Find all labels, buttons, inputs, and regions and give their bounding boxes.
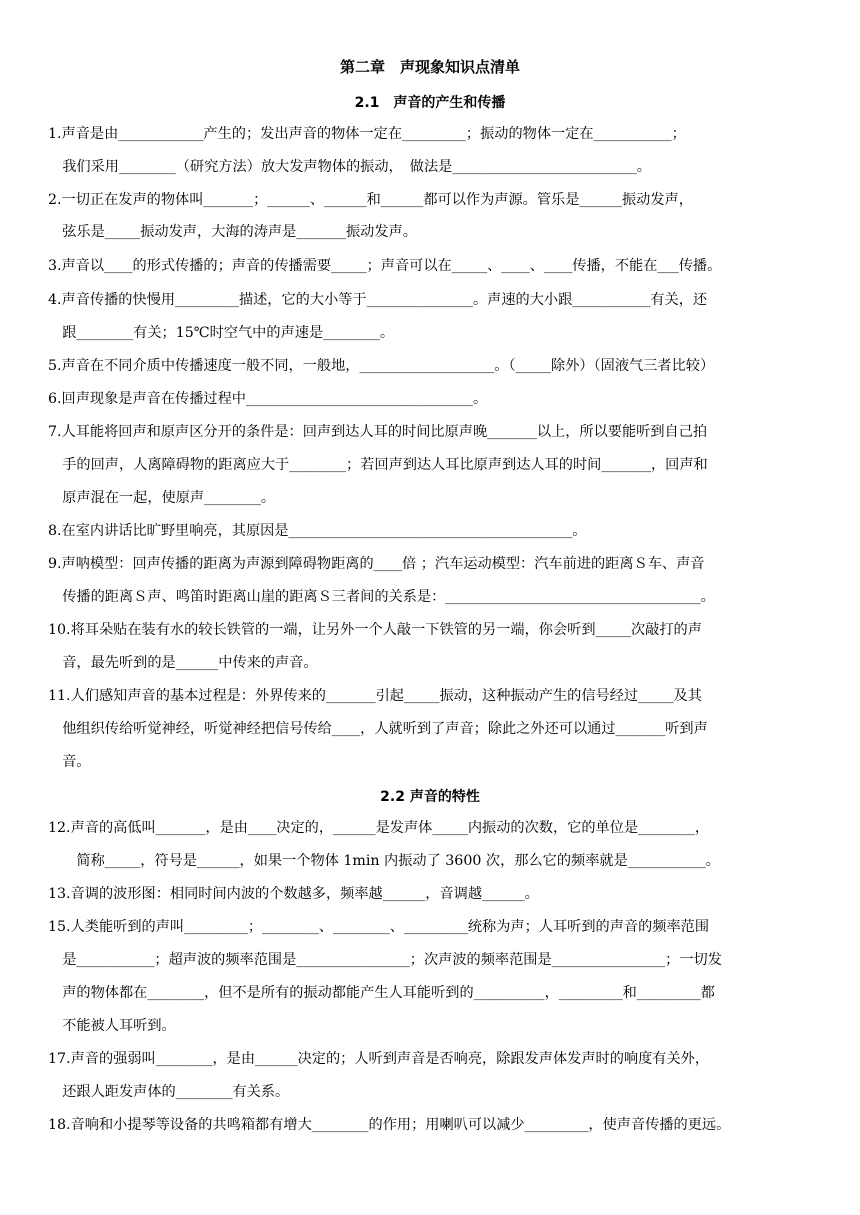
question-line: 还跟人距发声体的________有关系。 (48, 1084, 290, 1100)
question-line: 6.回声现象是声音在传播过程中________________________________。 (48, 391, 488, 407)
question-line: 不能被人耳听到。 (48, 1018, 176, 1034)
question-line: 1.声音是由____________产生的；发出声音的物体一定在_________；振动的物体一定在___________； (48, 126, 686, 142)
question-line: 弦乐是_____振动发声，大海的涛声是_______振动发声。 (48, 224, 417, 240)
question-line: 5.声音在不同介质中传播速度一般不同，一般地，___________________。（_____除外）（固液气三者比较） (48, 358, 715, 374)
question-line: 音，最先听到的是______中传来的声音。 (48, 655, 318, 671)
question-line: 简称_____，符号是______，如果一个物体 1min 内振动了 3600 次，那么它的频率就是___________。 (48, 853, 720, 869)
question-line: 12.声音的高低叫_______，是由____决定的，______是发声体_____内振动的次数，它的单位是________， (48, 820, 710, 836)
question-line: 音。 (48, 754, 91, 770)
question-line: 18.音响和小提琴等设备的共鸣箱都有增大________的作用；用喇叭可以减少_________，使声音传播的更远。 (48, 1117, 731, 1133)
question-line: 8.在室内讲话比旷野里响亮，其原因是________________________________________。 (48, 523, 587, 539)
question-line: 17.声音的强弱叫________，是由______决定的；人听到声音是否响亮，除跟发声体发声时的响度有关外， (48, 1051, 710, 1067)
question-line: 跟________有关；15℃时空气中的声速是________。 (48, 325, 395, 341)
question-line: 15.人类能听到的声叫_________；________、________、_________统称为声；人耳听到的声音的频率范围 (48, 919, 710, 935)
question-line: 他组织传给听觉神经，听觉神经把信号传给____，人就听到了声音；除此之外还可以通过_______听到声 (48, 721, 708, 737)
chapter-title: 第二章 声现象知识点清单 (339, 58, 520, 76)
question-line: 13.音调的波形图：相同时间内波的个数越多，频率越______，音调越______。 (48, 886, 539, 902)
question-line: 10.将耳朵贴在装有水的较长铁管的一端，让另外一个人敲一下铁管的另一端，你会听到_____次敲打的声 (48, 622, 702, 638)
section-title-2-1: 2.1 声音的产生和传播 (354, 95, 506, 111)
question-line: 我们采用________（研究方法）放大发声物体的振动， 做法是__________________________。 (48, 159, 651, 175)
question-line: 4.声音传播的快慢用_________描述，它的大小等于_______________。声速的大小跟___________有关，还 (48, 292, 708, 308)
question-line: 原声混在一起，使原声________。 (48, 490, 276, 506)
question-line: 声的物体都在________，但不是所有的振动都能产生人耳能听到的__________，_________和_________都 (48, 985, 715, 1001)
question-line: 手的回声，人离障碍物的距离应大于________；若回声到达人耳比原声到达人耳的时间_______，回声和 (48, 457, 708, 473)
section-title-2-2: 2.2 声音的特性 (380, 789, 480, 805)
question-line: 11.人们感知声音的基本过程是：外界传来的_______引起_____振动，这种振动产生的信号经过_____及其 (48, 688, 702, 704)
question-line: 9.声呐模型：回声传播的距离为声源到障碍物距离的____倍 ；汽车运动模型：汽车前进的距离Ｓ车、声音 (48, 556, 705, 572)
question-line: 2.一切正在发声的物体叫_______；______、______和______都可以作为声源。管乐是______振动发声， (48, 192, 693, 208)
question-line: 7.人耳能将回声和原声区分开的条件是：回声到达人耳的时间比原声晚_______以上，所以要能听到自己拍 (48, 424, 708, 440)
question-line: 传播的距离Ｓ声、鸣笛时距离山崖的距离Ｓ三者间的关系是：____________________________________。 (48, 589, 715, 605)
question-line: 3.声音以____的形式传播的；声音的传播需要_____；声音可以在_____、____、____传播，不能在___传播。 (48, 258, 722, 274)
question-line: 是___________；超声波的频率范围是________________；次声波的频率范围是________________；一切发 (48, 952, 722, 968)
